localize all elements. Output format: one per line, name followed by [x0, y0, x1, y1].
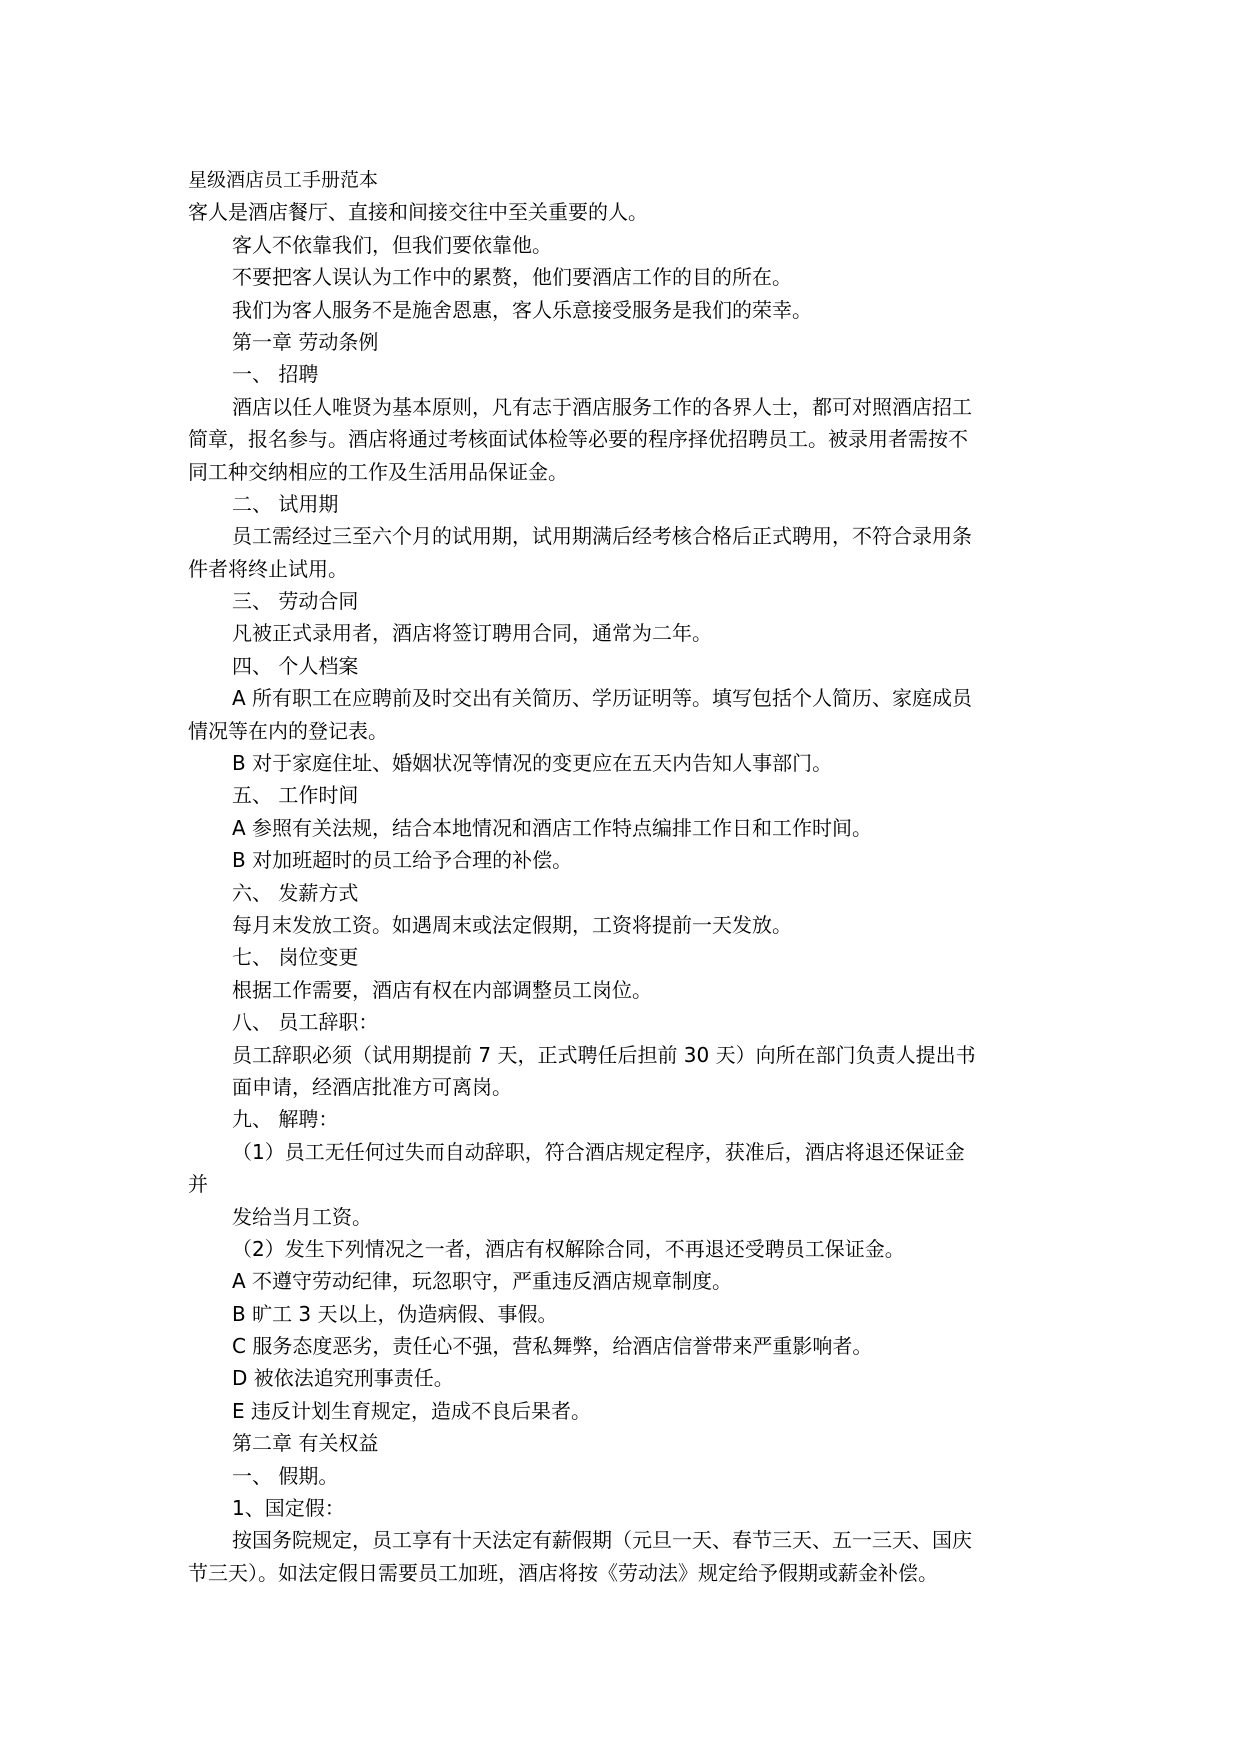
text-line: 情况等在内的登记表。	[188, 718, 388, 743]
text-line: 节三天）。如法定假日需要员工加班，酒店将按《劳动法》规定给予假期或薪金补偿。	[188, 1560, 938, 1585]
text-line: 员工辞职必须（试用期提前 7 天，正式聘任后担前 30 天）向所在部门负责人提出书	[232, 1042, 976, 1067]
text-line: 我们为客人服务不是施舍恩惠，客人乐意接受服务是我们的荣幸。	[232, 297, 812, 322]
text-line: 六、 发薪方式	[232, 880, 359, 905]
text-line: 第一章 劳动条例	[232, 329, 379, 354]
text-line: 五、 工作时间	[232, 783, 359, 808]
text-line: 每月末发放工资。如遇周末或法定假期，工资将提前一天发放。	[232, 912, 792, 937]
text-line: 根据工作需要，酒店有权在内部调整员工岗位。	[232, 977, 652, 1002]
text-line: 客人不依靠我们，但我们要依靠他。	[232, 232, 552, 257]
text-line: 酒店以任人唯贤为基本原则，凡有志于酒店服务工作的各界人士，都可对照酒店招工	[232, 394, 972, 419]
text-line: 四、 个人档案	[232, 653, 359, 678]
text-line: 面申请，经酒店批准方可离岗。	[232, 1074, 512, 1099]
document-title: 星级酒店员工手册范本	[188, 169, 379, 191]
text-line: A 参照有关法规，结合本地情况和酒店工作特点编排工作日和工作时间。	[232, 815, 873, 840]
text-line: 八、 员工辞职：	[232, 1010, 379, 1035]
text-line: 并	[188, 1172, 208, 1197]
text-line: 不要把客人误认为工作中的累赘，他们要酒店工作的目的所在。	[232, 265, 792, 290]
text-line: 件者将终止试用。	[188, 556, 348, 581]
text-line: 二、 试用期	[232, 491, 339, 516]
text-line: B 旷工 3 天以上，伪造病假、事假。	[232, 1301, 558, 1326]
text-line: 1、国定假：	[232, 1496, 345, 1521]
text-line: 七、 岗位变更	[232, 945, 359, 970]
text-line: E 违反计划生育规定，造成不良后果者。	[232, 1398, 591, 1423]
text-line: 第二章 有关权益	[232, 1431, 379, 1456]
text-line: 九、 解聘：	[232, 1107, 339, 1132]
text-line: A 不遵守劳动纪律，玩忽职守，严重违反酒店规章制度。	[232, 1269, 733, 1294]
text-line: 员工需经过三至六个月的试用期，试用期满后经考核合格后正式聘用，不符合录用条	[232, 524, 972, 549]
document-lines	[188, 196, 1068, 1589]
text-line: （2）发生下列情况之一者，酒店有权解除合同，不再退还受聘员工保证金。	[232, 1236, 905, 1261]
text-line: D 被依法追究刑事责任。	[232, 1366, 454, 1391]
text-line: 三、 劳动合同	[232, 589, 359, 614]
text-line: 按国务院规定，员工享有十天法定有薪假期（元旦一天、春节三天、五一三天、国庆	[232, 1528, 972, 1553]
text-line: 发给当月工资。	[232, 1204, 372, 1229]
text-line: B 对加班超时的员工给予合理的补偿。	[232, 848, 573, 873]
document-body	[188, 164, 1068, 1589]
text-line: 一、 招聘	[232, 362, 319, 387]
text-line: A 所有职工在应聘前及时交出有关简历、学历证明等。填写包括个人简历、家庭成员	[232, 686, 973, 711]
text-line: 一、 假期。	[232, 1463, 339, 1488]
text-line: 同工种交纳相应的工作及生活用品保证金。	[188, 459, 568, 484]
text-line: 客人是酒店餐厅、直接和间接交往中至关重要的人。	[188, 200, 648, 225]
text-line: B 对于家庭住址、婚姻状况等情况的变更应在五天内告知人事部门。	[232, 751, 833, 776]
text-line: 凡被正式录用者，酒店将签订聘用合同，通常为二年。	[232, 621, 712, 646]
text-line: （1）员工无任何过失而自动辞职，符合酒店规定程序，获准后，酒店将退还保证金	[232, 1139, 965, 1164]
text-line: C 服务态度恶劣，责任心不强，营私舞弊，给酒店信誉带来严重影响者。	[232, 1334, 873, 1359]
text-line: 简章，报名参与。酒店将通过考核面试体检等必要的程序择优招聘员工。被录用者需按不	[188, 427, 968, 452]
